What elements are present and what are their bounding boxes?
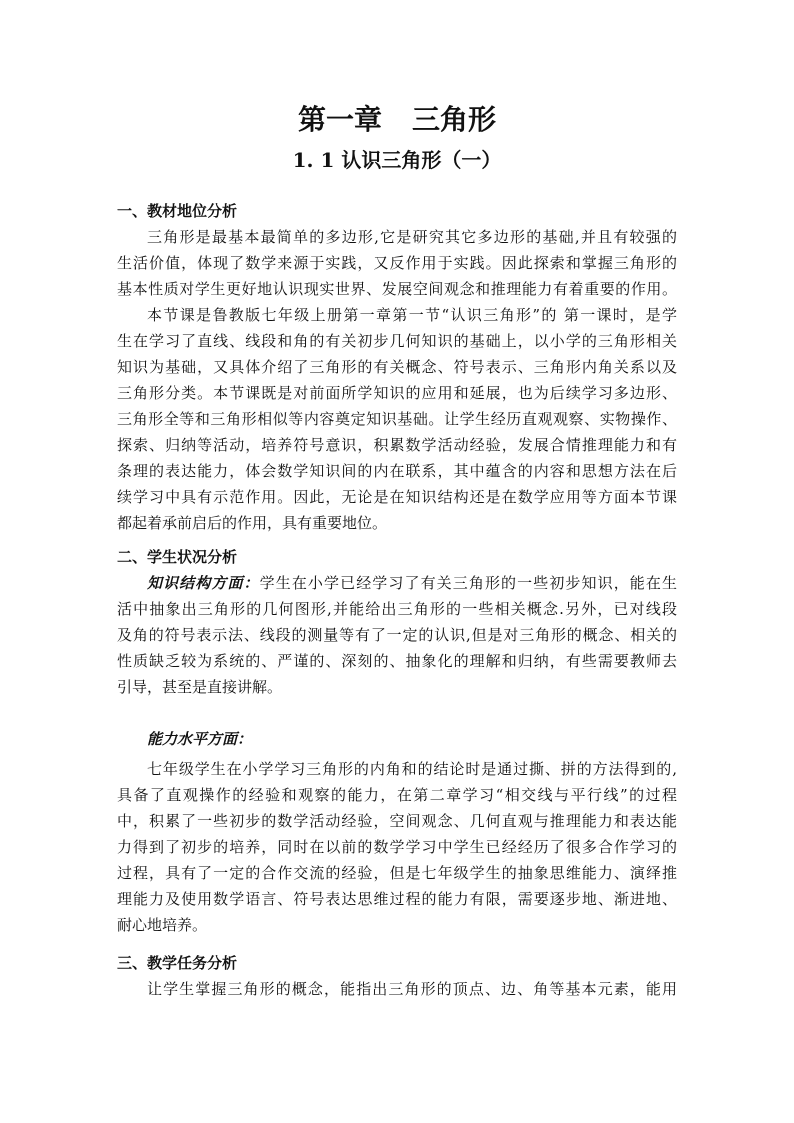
section1-line: 都起着承前启后的作用，具有重要地位。 [117,514,388,532]
section3-heading: 三、教学任务分析 [117,954,238,972]
ability-line: 耐心地培养。 [117,916,208,934]
section1-line: 条理的表达能力，体会数学知识间的内在联系，其中蕴含的内容和思想方法在后 [117,462,677,480]
ability-line: 七年级学生在小学学习三角形的内角和的结论时是通过撕、拼的方法得到的, [147,760,677,778]
ability-line: 具备了直观操作的经验和观察的能力，在第二章学习“相交线与平行线”的过程 [117,786,677,804]
section1-line: 生在学习了直线、线段和角的有关初步几何知识的基础上，以小学的三角形相关 [117,332,677,350]
section1-line: 续学习中具有示范作用。因此，无论是在知识结构还是在数学应用等方面本节课 [117,488,677,506]
section1-line: 三角形全等和三角形相似等内容奠定知识基础。让学生经历直观观察、实物操作、 [117,410,677,428]
section-title: 1. 1 认识三角形（一） [292,148,502,172]
section1-line: 三角形分类。本节课既是对前面所学知识的应用和延展，也为后续学习多边形、 [117,384,677,402]
knowledge-line: 性质缺乏较为系统的、严谨的、深刻的、抽象化的理解和归纳，有些需要教师去 [117,652,677,670]
knowledge-first-line [147,572,677,594]
section1-line: 探索、归纳等活动，培养符号意识，积累数学活动经验，发展合情推理能力和有 [117,436,677,454]
section2-heading: 二、学生状况分析 [117,548,238,566]
ability-line: 过程，具有了一定的合作交流的经验，但是七年级学生的抽象思维能力、演绎推 [117,864,677,882]
section1-line: 三角形是最基本最简单的多边形,它是研究其它多边形的基础,并且有较强的 [147,228,677,246]
chapter-title [0,100,794,140]
section1-line: 生活价值，体现了数学来源于实践，又反作用于实践。因此探索和掌握三角形的 [117,254,677,272]
section1-line: 知识为基础，又具体介绍了三角形的有关概念、符号表示、三角形内角关系以及 [117,358,677,376]
ability-line: 中，积累了一些初步的数学活动经验，空间观念、几何直观与推理能力和表达能 [117,812,677,830]
section3-line: 让学生掌握三角形的概念，能指出三角形的顶点、边、角等基本元素，能用 [147,980,677,998]
ability-line: 理能力及使用数学语言、符号表达思维过程的能力有限，需要逐步地、渐进地、 [117,890,677,908]
section1-line: 本节课是鲁教版七年级上册第一章第一节“认识三角形”的 第一课时，是学 [147,306,677,324]
ability-label: 能力水平方面： [147,730,253,748]
chapter-number: 第一章 [297,103,382,136]
knowledge-label: 知识结构方面： [147,574,260,592]
section1-line: 基本性质对学生更好地认识现实世界、发展空间观念和推理能力有着重要的作用。 [117,280,677,298]
ability-line: 力得到了初步的培养，同时在以前的数学学习中学生已经经历了很多合作学习的 [117,838,677,856]
chapter-name: 三角形 [412,103,497,136]
knowledge-text: 学生在小学已经学习了有关三角形的一些初步知识，能在生 [259,574,677,592]
knowledge-line: 活中抽象出三角形的几何图形,并能给出三角形的一些相关概念.另外，已对线段 [117,600,677,618]
section1-heading: 一、教材地位分析 [117,202,238,220]
knowledge-line: 及角的符号表示法、线段的测量等有了一定的认识,但是对三角形的概念、相关的 [117,626,677,644]
knowledge-line: 引导，甚至是直接讲解。 [117,678,283,696]
